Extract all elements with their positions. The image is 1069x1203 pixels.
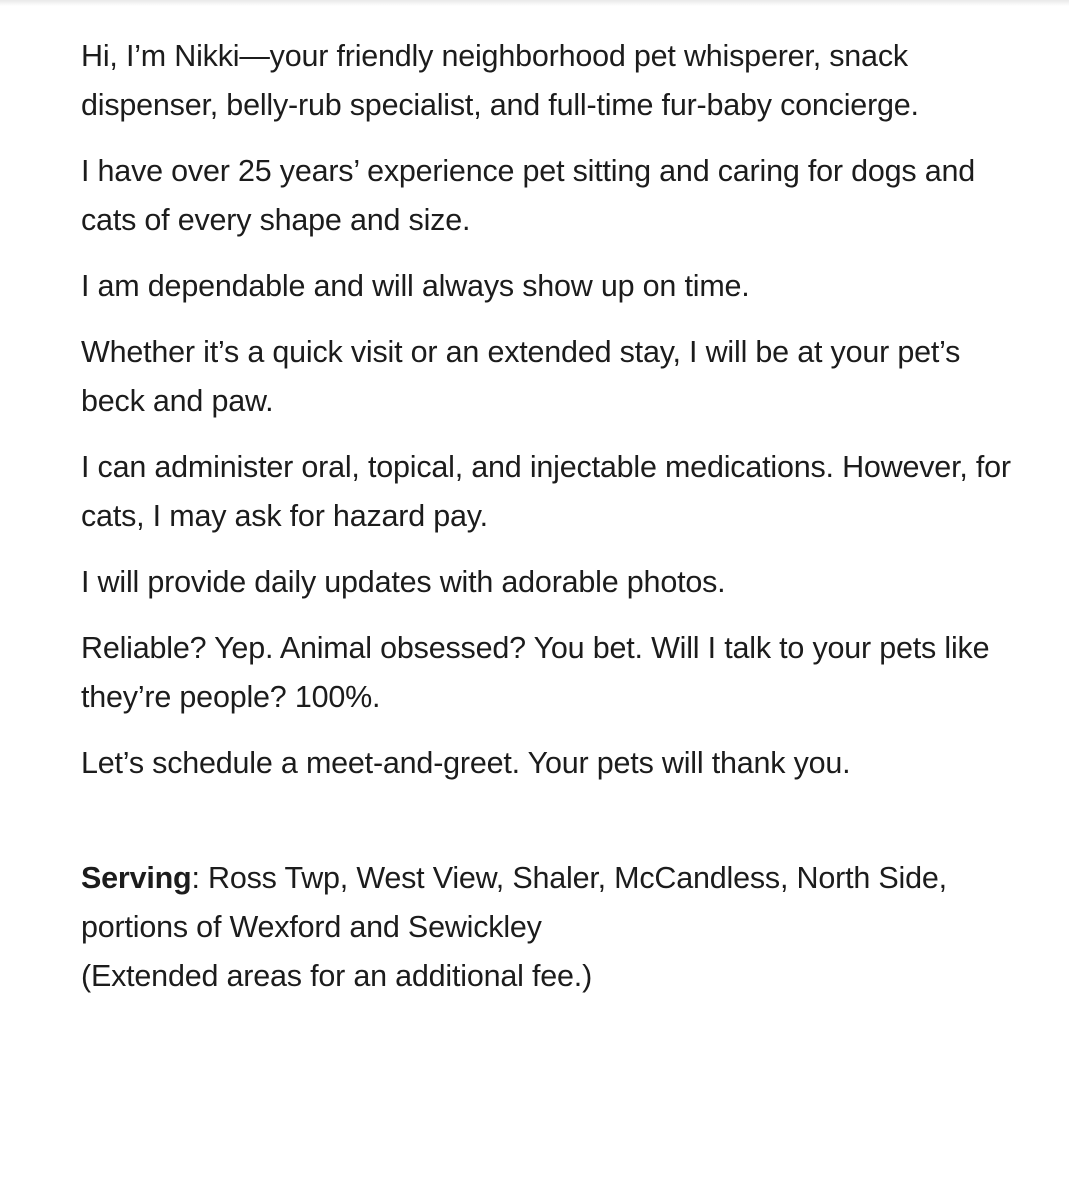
paragraph-experience: I have over 25 years’ experience pet sitting and caring for dogs and cats of every shape and size. <box>81 154 976 237</box>
paragraph-reliable: Reliable? Yep. Animal obsessed? You bet. Will I talk to your pets like they’re people? 100%. <box>81 631 990 714</box>
serving-areas-list: : Ross Twp, West View, Shaler, McCandless, North Side, portions of Wexford and Sewickley <box>81 861 947 944</box>
paragraph-medications: I can administer oral, topical, and injectable medications. However, for cats, I may ask for hazard pay. <box>81 450 1011 533</box>
paragraph-dependable: I am dependable and will always show up on time. <box>81 269 750 303</box>
top-edge-shadow <box>0 0 1069 6</box>
paragraph-visits: Whether it’s a quick visit or an extended stay, I will be at your pet’s beck and paw. <box>81 335 961 418</box>
paragraph-schedule: Let’s schedule a meet-and-greet. Your pets will thank you. <box>81 746 851 780</box>
document-body <box>81 32 1031 1018</box>
serving-area <box>81 854 1031 1001</box>
serving-label: Serving <box>81 861 192 895</box>
paragraph-updates: I will provide daily updates with adorable photos. <box>81 565 726 599</box>
paragraph-intro: Hi, I’m Nikki—your friendly neighborhood pet whisperer, snack dispenser, belly-rub specialist, and full-time fur-baby concierge. <box>81 39 919 122</box>
extended-areas-note: (Extended areas for an additional fee.) <box>81 959 593 993</box>
